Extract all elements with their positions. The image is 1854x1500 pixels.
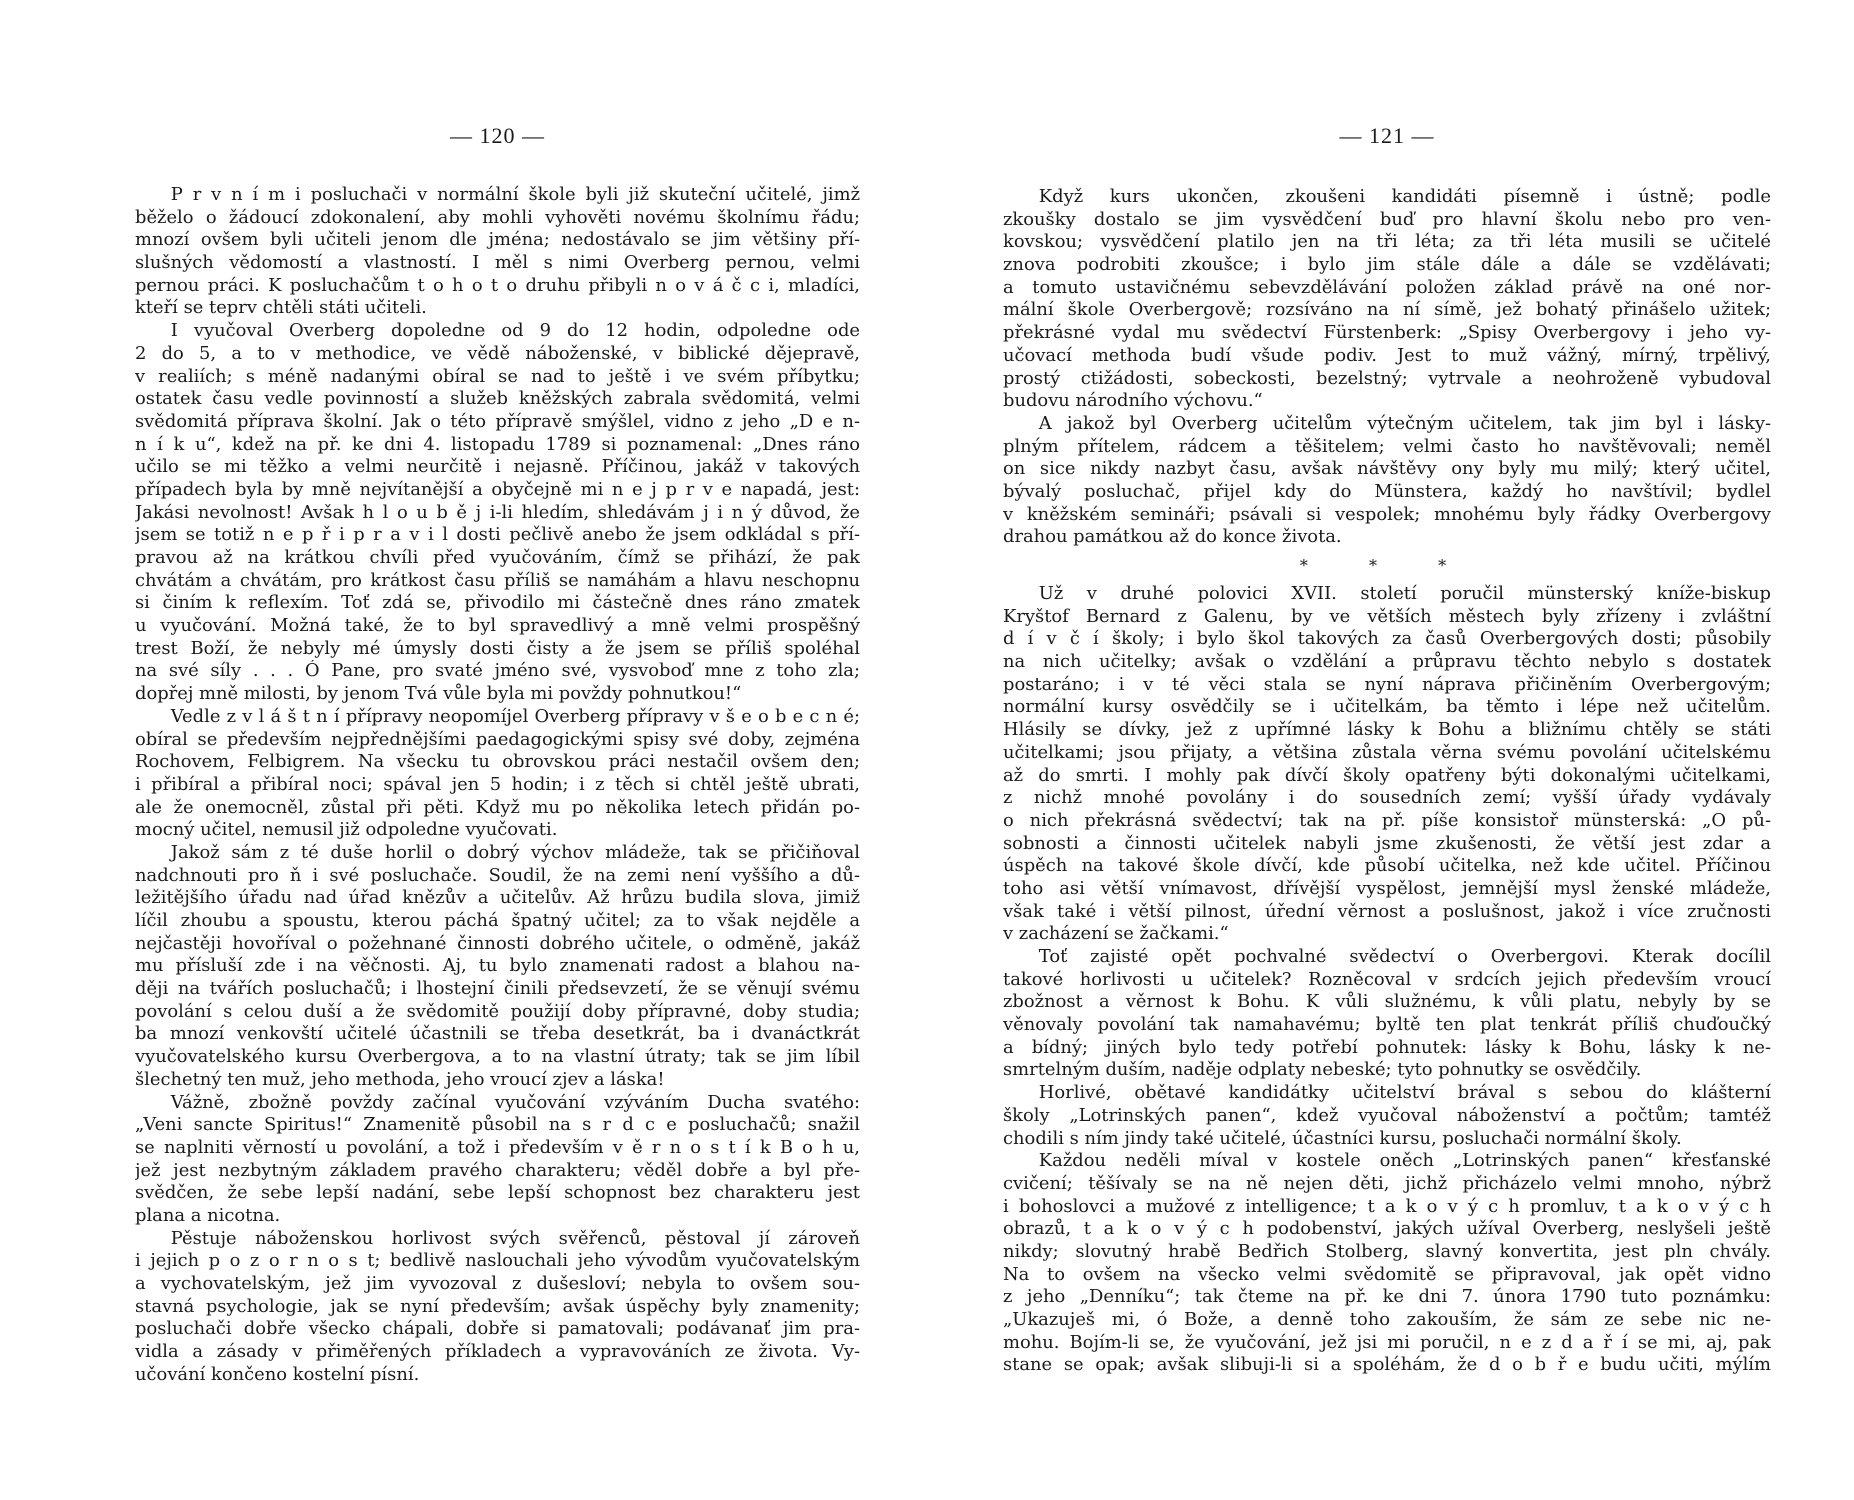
text-line: vidla a zásady v přiměřených příkladech a vypravováních ze života. Vy- [135,1341,860,1363]
text-line: plana a nicotna. [135,1204,281,1226]
text-line: i jejich p o z o r n o s t; bedlivě naslouchali jeho vývodům vyučovatelským [135,1250,860,1272]
right-page [1003,0,1771,1500]
text-line: vyučovatelského kursu Overbergova, a to na vlastní útraty; tak se jim líbil [135,1046,860,1068]
text-line: ději na tvářích posluchačů; i lhostejní činili předsevzetí, že se věnují svému [135,978,860,1000]
text-line: úspěch na takové škole dívčí, kde působí učitelka, než kde učitel. Příčinou [1003,855,1771,877]
text-line: však také i větší pilnost, úřední věrnost a poslušnost, jakož i více zručnosti [1003,900,1771,922]
text-line: o nich překrásná svědectví; tak na př. píše konsistoř münsterská: „O pů- [1003,809,1771,831]
text-line: n í k u“, kdež na př. ke dni 4. listopadu 1789 si poznamenal: „Dnes ráno [135,433,860,455]
text-line: Rochovem, Felbigrem. Na všecku tu obrovskou práci nestačil ovšem den; [135,751,860,773]
text-line: v zacházení se žačkami.“ [1003,923,1229,945]
text-line: Kryštof Bernard z Galenu, by ve větších městech byly zřízeny i zvláštní [1003,605,1771,627]
text-line: stane se opak; avšak slibuji-li si a spoléhám, že d o b ř e budu učiti, mýlím [1003,1354,1771,1376]
text-line: Když kurs ukončen, zkoušeni kandidáti písemně i ústně; podle [1003,186,1771,207]
text-line: smrtelným duším, naděje odplaty nebeské; tyto pohnutky se osvědčily. [1003,1059,1642,1081]
text-line: učitelkami; jsou přijaty, a většina zůstala věrna svému povolání učitelskému [1003,741,1771,763]
section-separator: * * * [1299,556,1475,575]
page-text [135,184,860,1386]
text-line: jsem se totiž n e p ř i p r a v i l dosti pečlivě anebo že jsem odkládal s pří- [135,524,860,546]
text-line: on sice nikdy nazbyt času, avšak návštěvy ony byly mu milý; který učitel, [1003,458,1771,480]
text-line: školy „Lotrinských panen“, kdež vyučoval náboženství a počtům; tamtéž [1003,1104,1771,1126]
text-line: stavná psychologie, jak se nyní především; avšak úspěchy byly znamenity; [135,1295,860,1317]
text-line: Jakási nevolnost! Avšak h l o u b ě j i-li hledím, shledávám j i n ý důvod, že [135,501,860,523]
text-line: na nich učitelky; avšak o vzdělání a průpravu těchto nebylo s dostatek [1003,651,1771,673]
text-line: plným přítelem, rádcem a těšitelem; velmi často ho navštěvovali; neměl [1003,435,1771,457]
text-line: Horlivé, obětavé kandidátky učitelství brával s sebou do klášterní [1003,1082,1771,1104]
text-line: chodili s ním jindy také učitelé, účastníci kursu, posluchači normální školy. [1003,1127,1682,1149]
text-line: zkoušky dostalo se jim vysvědčení buď pro hlavní školu nebo pro ven- [1003,208,1771,230]
text-line: Pěstuje náboženskou horlivost svých svěřenců, pěstoval jí zároveň [135,1227,860,1249]
text-line: a bídný; jiných bylo tedy potřebí pohnutek: lásky k Bohu, lásky k ne- [1003,1036,1771,1058]
text-line: „Ukazuješ mi, ó Bože, a denně toho zakouším, že sám ze sebe nic ne- [1003,1309,1771,1330]
text-line: se naplniti věrností u povolání, a tož i především v ě r n o s t í k B o h u, [135,1136,860,1158]
text-line: Hlásily se dívky, jež z upřímné lásky k Bohu a bližnímu chtěly se státi [1003,719,1771,741]
text-line: svědomitá příprava školní. Jak o této přípravě smýšlel, vidno z jeho „D e n- [135,410,860,432]
text-line: učování končeno kostelní písní. [135,1363,420,1385]
text-line: Každou neděli míval v kostele oněch „Lotrinských panen“ křesťanské [1003,1150,1771,1172]
page-text [1003,186,1771,1377]
text-line: obíral se především nejpřednějšími paedagogickými spisy své doby, zejména [135,728,860,750]
text-line: kovskou; vysvědčení platilo jen na tři léta; za tři léta musili se učitelé [1003,231,1771,253]
text-line: ležitějšího úřadu nad úřad knězův a učitelův. Až hrůzu budila slova, jimiž [135,887,860,909]
text-line: z nichž mnohé povolány i do sousedních zemí; vyšší úřady vydávaly [1003,787,1771,809]
text-line: cvičení; těšívaly se na ně nejen děti, jichž přicházelo velmi mnoho, nýbrž [1003,1172,1771,1194]
text-line: mnozí ovšem byli učiteli jenom dle jména; nedostávalo se jim většiny pří- [135,229,860,251]
text-line: učovací methoda budí všude podiv. Jest to muž vážný, mírný, trpělivý, [1003,344,1771,366]
text-line: a vychovatelským, jež jim vyvozoval z dušesloví; nebyla to ovšem sou- [135,1273,860,1294]
text-line: v realiích; s méně nadanými obíral se nad to ještě i ve svém příbytku; [135,365,860,387]
text-line: kteří se teprv chtěli státi učiteli. [135,297,427,319]
text-line: pravou až na krátkou chvíli před vyučováním, čímž se přihází, že pak [135,547,860,568]
text-line: nadchnouti pro ň i své posluchače. Soudil, že na zemi není vyššího a dů- [135,864,860,886]
text-line: na své síly . . . Ó Pane, pro svaté jméno své, vysvoboď mne z toho zla; [135,660,860,682]
text-line: P r v n í m i posluchači v normální škole byli již skuteční učitelé, jimž [135,184,860,205]
text-line: učilo se mi těžko a velmi neurčitě i nejasně. Příčinou, jakáž v takových [135,456,860,478]
text-line: i bohoslovci a mužové z intelligence; t a k o v ý c h promluv, t a k o v ý c h [1003,1195,1771,1217]
text-line: drahou památkou až do konce života. [1003,526,1342,548]
text-line: toho asi větší vnímavost, dřívější vyspělost, jemnější mysl ženské mládeže, [1003,877,1771,899]
text-line: běželo o žádoucí zdokonalení, aby mohli vyhověti novému školnímu řádu; [135,206,860,228]
text-line: postaráno; i v té věci stala se nyní náprava přičiněním Overbergovým; [1003,673,1771,695]
text-line: posluchači dobře všecko chápali, dobře si pamatovali; podávanať jim pra- [135,1318,860,1340]
text-line: budovu národního výchovu.“ [1003,390,1263,412]
text-line: zbožnost a věrnost k Bohu. K vůli služnému, k vůli platu, nebyly by se [1003,991,1771,1013]
text-line: si činím k reflexím. Toť zdá se, přivodilo mi částečně dnes ráno zmatek [135,592,860,614]
text-line: případech byla by mně nejvítanější a obyčejně mi n e j p r v e napadá, jest: [135,478,860,500]
text-line: věnovaly povolání tak namahavému; byltě ten plat tenkrát příliš chuďoučký [1003,1014,1771,1036]
text-line: svědčen, že sebe lepší nadání, sebe lepší schopnost bez charakteru jest [135,1182,860,1204]
text-line: povolání s celou duší a že svědomitě použijí doby přípravné, doby studia; [135,1000,860,1022]
text-line: Jakož sám z té duše horlil o dobrý výchov mládeže, tak se přičiňoval [135,841,860,863]
text-line: jež jest nezbytným základem pravého charakteru; věděl dobře a byl pře- [135,1159,860,1181]
left-page [135,0,860,1500]
text-line: nejčastěji hovoříval o požehnané činnosti dobrého učitele, o odměně, jakáž [135,932,860,954]
text-line: slušných vědomostí a vlastností. I měl s nimi Overberg pernou, velmi [135,252,860,274]
text-line: mocný učitel, nemusil již odpoledne vyučovati. [135,819,558,841]
text-line: a tomuto ustavičnému sebevzdělávání položen základ právě na oné nor- [1003,276,1771,298]
text-line: mohu. Bojím-li se, že vyučování, jež jsi mi poručil, n e z d a ř í se mi, aj, pak [1003,1331,1771,1353]
text-line: v kněžském semináři; psávali si vespolek; mnohému byly řádky Overbergovy [1003,503,1771,525]
text-line: pernou práci. K posluchačům t o h o t o druhu přibyli n o v á č c i, mladíci, [135,274,860,296]
text-line: ostatek času vedle povinností a služeb kněžských zabrala svědomitá, velmi [135,388,860,410]
page-number: — 120 — [450,123,545,148]
text-line: Vážně, zbožně povždy začínal vyučování vzýváním Ducha svatého: [135,1091,860,1113]
text-line: A jakož byl Overberg učitelům výtečným učitelem, tak jim byl i lásky- [1003,412,1771,434]
text-line: bývalý posluchač, přijel kdy do Münstera, každý ho navštívil; bydlel [1003,480,1771,502]
text-line: líčil zhoubu a spoustu, kterou páchá špatný učitel; za to však nejděle a [135,910,860,931]
text-line: ale že onemocněl, zůstal při pěti. Když mu po několika letech přidán po- [135,796,860,818]
text-line: nikdy; slovutný hrabě Bedřich Stolberg, slavný konvertita, jest pln chvály. [1003,1240,1771,1262]
text-line: ba mnozí venkovští učitelé účastnili se třeba desetkrát, ba i dvanáctkrát [135,1023,860,1045]
text-line: mální škole Overbergově; rozsíváno na ní símě, jež bohatý přinášelo užitek; [1003,299,1771,321]
text-line: Toť zajisté opět pochvalné svědectví o Overbergovi. Kterak docílil [1003,946,1771,967]
text-line: I vyučoval Overberg dopoledne od 9 do 12 hodin, odpoledne ode [135,320,860,342]
text-line: znova podrobiti zkoušce; i bylo jim stále dále a dále se vzdělávati; [1003,254,1771,276]
text-line: obrazů, t a k o v ý c h podobenství, jakých užíval Overberg, neslyšeli ještě [1003,1218,1771,1240]
text-line: u vyučování. Možná také, že to byl spravedlivý a mně velmi prospěšný [135,615,860,637]
text-line: trest Boží, že nebyly mé úmysly dosti čisty a že jsem se příliš spoléhal [135,637,860,659]
text-line: „Veni sancte Spiritus!“ Znamenitě působil na s r d c e posluchačů; snažil [135,1114,860,1136]
text-line: sobnosti a činnosti učitelek nabyli jsme zkušenosti, že větší jest zdar a [1003,832,1771,854]
text-line: Vedle z v l á š t n í přípravy neopomíjel Overberg přípravy v š e o b e c n é; [135,705,860,727]
text-line: z jeho „Denníku“; tak čteme na př. ke dni 7. února 1790 tuto poznámku: [1003,1286,1771,1308]
text-line: překrásné vydal mu svědectví Fürstenberk: „Spisy Overbergovy i jeho vy- [1003,322,1771,344]
text-line: mu přísluší zde i na věčnosti. Aj, tu bylo znamenati radost a blahou na- [135,955,860,977]
text-line: dopřej mně milosti, by jenom Tvá vůle byla mi povždy pohnutkou!“ [135,683,742,705]
text-line: takové horlivosti u učitelek? Rozněcoval v srdcích jejich především vroucí [1003,968,1771,990]
text-line: Na to ovšem na všecko velmi svědomitě se připravoval, jak opět vidno [1003,1263,1771,1285]
text-line: normální kursy osvědčily se i učitelkám, ba těmto i lépe než učitelům. [1003,696,1771,718]
text-line: chvátám a chvátám, pro krátkost času příliš se namáhám a hlavu neschopnu [135,569,860,591]
text-line: šlechetný ten muž, jeho methoda, jeho vroucí zjev a láska! [135,1068,665,1090]
text-line: d í v č í školy; i bylo škol takových za časů Overbergových dosti; působily [1003,628,1771,650]
text-line: prostý ctižádosti, sobeckosti, bezelstný; vytrvale a neohroženě vybudoval [1003,367,1771,389]
text-line: 2 do 5, a to v methodice, ve vědě náboženské, v biblické dějepravě, [135,342,860,364]
page-number: — 121 — [1339,123,1435,148]
text-line: Už v druhé polovici XVII. století poručil münsterský kníže-biskup [1003,583,1771,604]
text-line: i přibíral a přibíral noci; spával jen 5 hodin; i z těch si chtěl ještě ubrati, [135,773,860,795]
text-line: až do smrti. I mohly pak dívčí školy opatřeny býti dokonalými učitelkami, [1003,764,1771,786]
